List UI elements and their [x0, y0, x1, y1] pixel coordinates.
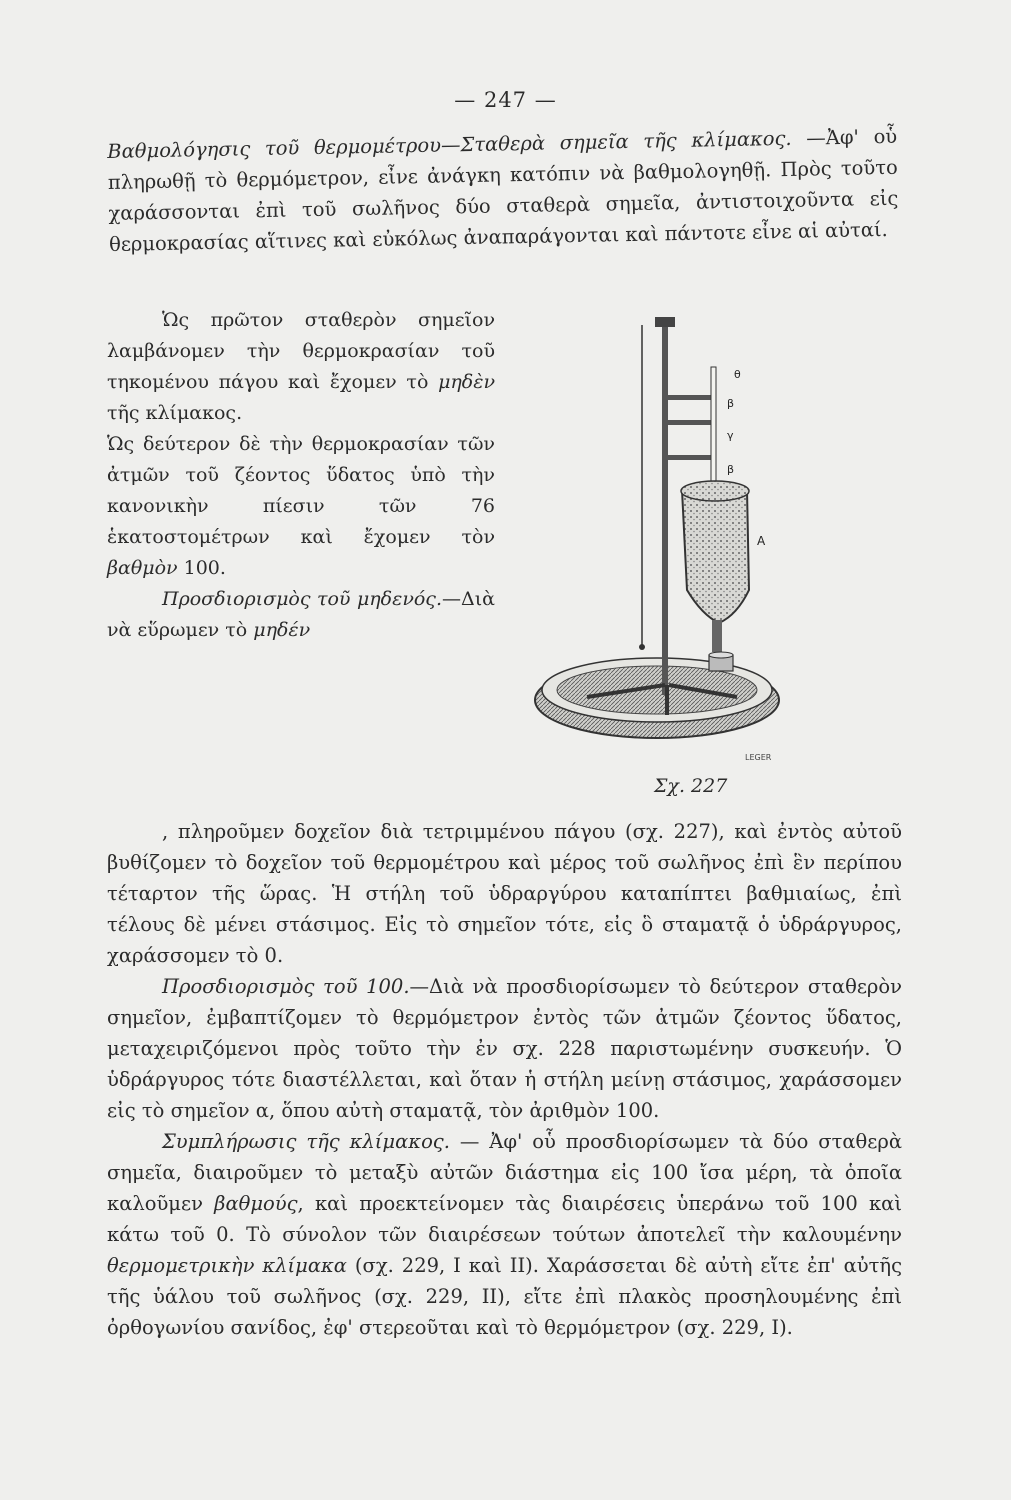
engraver-signature: LEGER	[745, 753, 772, 762]
paragraph-hundred: Προσδιορισμὸς τοῦ 100.—Διὰ νὰ προσδιορίσωμεν τὸ δεύτερον σταθερὸν σημεῖον, ἐμβαπτίζομεν τὸ θερμόμετρον ἐντὸς τῶν ἀτμῶν ζέοντος ὕδατος, μεταχειριζόμενοι πρὸς τοῦτο τὴν ἐν σχ. 228 παριστωμένην συσκευήν. Ὁ ὑδράργυρος τότε διαστέλλεται, καὶ ὅταν ἡ στήλη μείνῃ στάσιμος, χαράσσομεν εἰς τὸ σημεῖον α, ὅπου αὐτὴ σταματᾷ, τὸν ἀριθμὸν 100.	[107, 975, 902, 1122]
term-zero-2: μηδέν	[253, 619, 311, 641]
label-beta-bottom: β	[727, 463, 735, 476]
paragraph-completion: Συμπλήρωσις τῆς κλίμακος. — Ἀφ' οὗ προσδιορίσωμεν τὰ δύο σταθερὰ σημεῖα, διαιροῦμεν τὸ μεταξὺ αὐτῶν διάστημα εἰς 100 ἴσα μέρη, τὰ ὁποῖα καλοῦμεν βαθμούς, καὶ προεκτείνομεν τὰς διαιρέσεις ὑπεράνω τοῦ 100 καὶ κάτω τοῦ 0. Τὸ σύνολον τῶν διαιρέσεων τούτων ἀποτελεῖ τὴν καλουμένην θερμομετρικὴν κλίμακα (σχ. 229, I καὶ II). Χαράσσεται δὲ αὐτὴ εἴτε ἐπ' αὐτῆς τῆς ὑάλου τοῦ σωλῆνος (σχ. 229, II), εἴτε ἐπὶ πλακὸς προσηλουμένης ἐπὶ ὀρθογωνίου σανίδος, ἐφ' στερεοῦται καὶ τὸ θερμόμετρον (σχ. 229, I).	[107, 1130, 903, 1339]
paragraph-zero-continued	[107, 816, 902, 971]
ice-apparatus-illustration	[527, 305, 787, 775]
figure-227	[527, 305, 787, 775]
narrow-column	[107, 305, 495, 646]
label-beta-top: β	[727, 397, 735, 410]
term-degree: βαθμὸν	[107, 557, 178, 579]
paragraph-second-fixed-point: Ὡς δεύτερον δὲ τὴν θερμοκρασίαν τῶν ἀτμῶν τοῦ ζέοντος ὕδατος ὑπὸ τὴν κανονικὴν πίεσιν τῶν 76 ἑκατοστομέτρων καὶ ἔχομεν τὸν βαθμὸν 100.	[107, 433, 495, 579]
intro-text: —Ἀφ' οὗ πληρωθῇ τὸ θερμόμετρον, εἶνε ἀνάγκη κατόπιν νὰ βαθμολογηθῇ. Πρὸς τοῦτο χαράσσονται ἐπὶ τοῦ σωλῆνος δύο σταθερὰ σημεῖα, ἀντιστοιχοῦντα εἰς θερμοκρασίας αἵτινες καὶ εὐκόλως ἀναπαράγονται καὶ πάντοτε εἶνε αἱ αὐταί.	[107, 124, 899, 256]
paragraph-first-fixed-point: Ὡς πρῶτον σταθερὸν σημεῖον λαμβάνομεν τὴν θερμοκρασίαν τοῦ τηκομένου πάγου καὶ ἔχομεν τὸ μηδὲν τῆς κλίμακος.	[107, 309, 495, 424]
section-heading-hundred: Προσδιορισμὸς τοῦ 100.	[162, 975, 410, 998]
label-alpha: Α	[757, 534, 766, 548]
zero-procedure-text: , πληροῦμεν δοχεῖον διὰ τετριμμένου πάγου (σχ. 227), καὶ ἐντὸς αὐτοῦ βυθίζομεν τὸ δοχεῖον τοῦ θερμομέτρου καὶ μέρος τοῦ σωλῆνος ἐπὶ ἓν περίπου τέταρτον τῆς ὥρας. Ἡ στήλη τοῦ ὑδραργύρου καταπίπτει βαθμιαίως, ἐπὶ τέλους δὲ μένει στάσιμος. Εἰς τὸ σημεῖον τότε, εἰς ὃ σταματᾷ ὁ ὑδράργυρος, χαράσσομεν τὸ 0.	[107, 820, 902, 967]
section-heading-completion: Συμπλήρωσις τῆς κλίμακος.	[162, 1130, 450, 1153]
section-heading-calibration: Βαθμολόγησις τοῦ θερμομέτρου—Σταθερὰ σημεῖα τῆς κλίμακος.	[107, 126, 792, 163]
label-gamma: γ	[727, 429, 734, 442]
term-thermometric-scale: θερμομετρικὴν κλίμακα	[107, 1254, 347, 1277]
section-heading-zero: Προσδιορισμὸς τοῦ μηδενός.	[162, 588, 442, 610]
full-width-text	[107, 816, 902, 1343]
page-number: — 247 —	[454, 88, 557, 112]
intro-paragraph	[107, 121, 899, 260]
term-degrees: βαθμούς	[214, 1192, 298, 1215]
term-zero: μηδὲν	[438, 371, 495, 393]
label-theta: θ	[734, 368, 741, 381]
figure-caption: Σχ. 227	[654, 775, 728, 797]
paragraph-zero-start: Προσδιορισμὸς τοῦ μηδενός.—Διὰ νὰ εὕρωμεν τὸ μηδέν	[107, 588, 495, 641]
